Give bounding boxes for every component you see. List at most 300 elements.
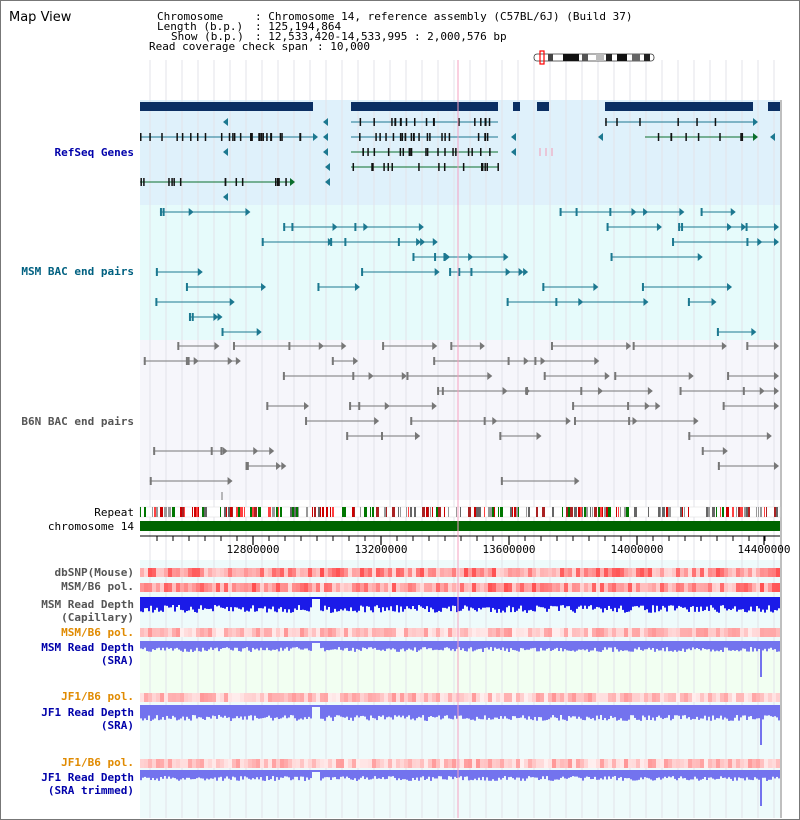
heat-cell [556,759,560,768]
dbsnp-label[interactable]: dbSNP(Mouse) [54,566,134,579]
heat-cell [660,759,664,768]
heat-cell [708,693,712,702]
depth-bar [692,770,694,779]
depth-bar [534,597,536,611]
depth-bar [356,641,358,649]
depth-bar [536,705,538,721]
heat-cell [164,568,168,577]
depth-bar [650,641,652,650]
depth-bar [700,770,702,780]
gene-exon [425,148,427,156]
heat-cell [588,568,592,577]
depth-bar [240,770,242,776]
heat-cell [572,628,576,637]
heat-cell [644,568,648,577]
heat-cell [408,568,412,577]
depth-bar [374,597,376,606]
heat-cell [236,693,240,702]
depth-bar [328,597,330,607]
depth-bar [776,770,778,777]
depth-bar [298,770,300,780]
heat-cell [528,568,532,577]
depth-bar [480,770,482,780]
heat-cell [288,628,292,637]
heat-cell [628,568,632,577]
depth-bar [772,641,774,650]
repeat-element [384,507,386,517]
msm-depth-sra-label-1[interactable]: MSM Read Depth [41,641,134,654]
depth-bar [560,641,562,648]
depth-bar [500,705,502,716]
depth-bar [242,705,244,720]
depth-bar [676,705,678,715]
heat-cell [220,568,224,577]
msm-b6-pol-label-2[interactable]: MSM/B6 pol. [61,626,134,639]
depth-bar [244,770,246,776]
depth-bar [556,597,558,606]
heat-cell [680,568,684,577]
depth-bar [668,641,670,651]
heat-cell [244,583,248,592]
depth-bar [216,770,218,781]
jf1-depth-trimmed-label-1[interactable]: JF1 Read Depth [41,771,134,784]
depth-bar [628,597,630,612]
depth-bar [770,705,772,716]
heat-cell [660,628,664,637]
depth-bar [526,705,528,720]
depth-bar [644,597,646,610]
heat-cell [208,759,212,768]
depth-bar [180,770,182,779]
heat-cell [144,759,148,768]
depth-bar [160,597,162,611]
depth-bar [700,641,702,650]
depth-bar [552,770,554,781]
jf1-b6-pol-label[interactable]: JF1/B6 pol. [61,690,134,703]
depth-bar [170,705,172,719]
heat-cell [152,628,156,637]
bac-end-left [144,357,146,365]
depth-bar [760,705,762,745]
depth-bar [546,770,548,776]
msm-bac-label[interactable]: MSM BAC end pairs [21,265,134,278]
heat-cell [232,583,236,592]
depth-bar [258,641,260,650]
heat-cell [500,628,504,637]
heat-cell [408,628,412,637]
heat-cell [676,583,680,592]
bac-end-left [153,447,155,455]
heat-cell [208,628,212,637]
bac-end-left [544,372,546,380]
repeat-element [490,507,492,517]
depth-bar [154,770,156,780]
b6n-bac-label[interactable]: B6N BAC end pairs [21,415,134,428]
refseq-genes-label[interactable]: RefSeq Genes [54,146,134,159]
gene-exon [281,133,283,141]
depth-bar [188,705,190,719]
depth-bar [148,641,150,652]
repeat-element [354,507,355,517]
heat-cell [752,759,756,768]
depth-bar [382,770,384,777]
msm-depth-capillary-label-1[interactable]: MSM Read Depth [41,598,134,611]
depth-bar [196,641,198,648]
depth-bar [262,705,264,718]
heat-cell [536,583,540,592]
depth-bar [342,641,344,650]
heat-cell [184,759,188,768]
heat-cell [492,568,496,577]
depth-bar [208,770,210,779]
heat-cell [580,583,584,592]
depth-bar [616,705,618,721]
depth-bar [528,705,530,716]
depth-bar [716,597,718,612]
heat-cell [764,759,768,768]
depth-bar [320,770,322,780]
depth-bar [658,770,660,777]
heat-cell [688,693,692,702]
heat-cell [648,759,652,768]
heat-cell [452,568,456,577]
depth-bar [248,597,250,611]
depth-bar [712,770,714,779]
depth-bar [446,597,448,608]
repeat-element [578,507,580,517]
depth-bar [210,770,212,778]
heat-cell [568,693,572,702]
heat-cell [196,568,200,577]
depth-bar [510,770,512,777]
depth-bar [686,770,688,780]
heat-cell [724,628,728,637]
heat-cell [332,759,336,768]
depth-bar [264,705,266,718]
heat-cell [256,628,260,637]
depth-bar [398,770,400,778]
heat-cell [760,693,764,702]
depth-bar [402,597,404,612]
heat-cell [664,568,668,577]
heat-cell [204,693,208,702]
gene-exon [616,118,618,126]
depth-bar [386,770,388,779]
depth-bar [724,705,726,717]
depth-bar [440,597,442,612]
heat-cell [528,583,532,592]
depth-bar [308,705,310,717]
heat-cell [208,693,212,702]
heat-cell [268,693,272,702]
depth-bar [308,597,310,611]
depth-bar [224,641,226,648]
depth-bar [644,641,646,649]
depth-bar [454,770,456,777]
depth-bar [474,705,476,721]
depth-bar [466,705,468,718]
depth-bar [210,597,212,609]
repeat-element [536,507,538,517]
depth-bar [200,641,202,652]
depth-bar [540,770,542,779]
heat-cell [452,693,456,702]
heat-cell [768,693,772,702]
depth-bar [650,597,652,613]
heat-cell [680,759,684,768]
jf1-b6-pol-label-2[interactable]: JF1/B6 pol. [61,756,134,769]
depth-bar [630,705,632,715]
heat-cell [512,628,516,637]
heat-cell [400,568,404,577]
depth-bar [488,705,490,718]
depth-bar [442,597,444,608]
heat-cell [252,568,256,577]
depth-bar [714,770,716,780]
heat-cell [564,568,568,577]
depth-bar [344,705,346,718]
repeat-element [376,507,379,517]
heat-cell [140,568,144,577]
heat-cell [476,759,480,768]
gene-exon [463,163,465,171]
msm-b6-pol-label[interactable]: MSM/B6 pol. [61,580,134,593]
depth-bar [610,597,612,609]
depth-bar [470,641,472,647]
depth-bar [526,770,528,778]
heat-cell [288,583,292,592]
heat-cell [536,568,540,577]
depth-bar [740,597,742,610]
depth-bar [448,770,450,776]
depth-bar [350,770,352,779]
ideogram-band [582,54,588,61]
heat-cell [652,568,656,577]
depth-bar [400,705,402,717]
depth-bar [724,597,726,608]
heat-cell [540,583,544,592]
depth-bar [662,641,664,648]
heat-cell [496,568,500,577]
heat-cell [760,759,764,768]
length-key: Length (b.p.) [157,20,244,33]
gene-summary-block [351,102,498,111]
heat-cell [468,568,472,577]
depth-bar [454,705,456,716]
heat-cell [680,583,684,592]
depth-bar [276,597,278,612]
heat-cell [428,759,432,768]
depth-bar [508,641,510,652]
depth-bar [722,705,724,720]
repeat-element [590,507,591,517]
heat-cell [548,759,552,768]
depth-bar [172,641,174,651]
depth-bar [338,641,340,647]
heat-cell [360,693,364,702]
heat-cell [712,628,716,637]
heat-cell [228,628,232,637]
heat-cell [716,583,720,592]
repeat-element [604,507,606,517]
heat-cell [552,693,556,702]
heat-cell [368,583,372,592]
heat-cell [480,628,484,637]
heat-cell [328,568,332,577]
heat-cell [664,628,668,637]
depth-bar [164,641,166,650]
heat-cell [352,583,356,592]
depth-bar [322,705,324,719]
heat-cell [216,568,220,577]
heat-cell [332,628,336,637]
gene-exon [271,133,273,141]
heat-cell [296,583,300,592]
depth-bar [162,597,164,612]
heat-cell [432,693,436,702]
depth-bar [206,705,208,717]
heat-cell [400,693,404,702]
depth-bar [284,705,286,715]
depth-bar [594,597,596,609]
heat-cell [524,628,528,637]
heat-cell [704,568,708,577]
repeat-element [280,507,282,517]
bac-end-left [412,253,414,261]
depth-bar [324,641,326,651]
heat-cell [208,568,212,577]
heat-cell [636,693,640,702]
heat-cell [372,568,376,577]
heat-cell [264,759,268,768]
heat-cell [392,568,396,577]
heat-cell [244,693,248,702]
heat-cell [636,583,640,592]
depth-bar [494,597,496,610]
depth-bar [152,641,154,649]
depth-bar [338,597,340,611]
heat-cell [500,583,504,592]
heat-cell [772,693,776,702]
depth-bar [664,597,666,608]
heat-cell [540,568,544,577]
heat-cell [664,693,668,702]
heat-cell [272,759,276,768]
repeat-element [448,507,449,517]
heat-cell [496,628,500,637]
repeat-track[interactable] [140,507,780,517]
heat-cell [324,693,328,702]
depth-bar [606,641,608,650]
heat-cell [160,568,164,577]
depth-bar [204,705,206,720]
heat-cell [232,693,236,702]
depth-bar [248,705,250,716]
heat-cell [444,568,448,577]
heat-cell [692,759,696,768]
depth-bar [426,641,428,649]
gene-exon [251,133,253,141]
depth-bar [336,641,338,650]
heat-cell [532,759,536,768]
depth-bar [738,770,740,777]
depth-bar [746,705,748,720]
heat-cell [440,759,444,768]
depth-bar [590,597,592,605]
bac-end-left [501,477,503,485]
repeat-element [688,507,689,517]
depth-bar [336,597,338,612]
depth-bar [176,597,178,607]
depth-bar [490,770,492,781]
depth-bar [550,770,552,781]
depth-bar [426,597,428,606]
depth-bar [446,770,448,780]
depth-bar [176,705,178,720]
depth-bar [326,597,328,610]
heat-cell [488,583,492,592]
depth-bar [366,705,368,719]
heat-cell [616,568,620,577]
repeat-element [552,507,554,517]
chromosome-ideogram[interactable] [534,51,654,64]
depth-bar [196,705,198,718]
depth-bar [164,597,166,606]
gene-summary-block [140,102,313,111]
depth-bar [596,705,598,716]
depth-bar [310,641,312,651]
depth-bar [352,705,354,721]
depth-bar [434,770,436,778]
depth-bar [512,597,514,607]
heat-cell [764,693,768,702]
heat-cell [212,693,216,702]
depth-bar [692,705,694,719]
heat-cell [684,568,688,577]
heat-cell [276,568,280,577]
depth-bar [232,705,234,718]
bac-end-left [160,208,162,216]
bac-end-left [542,283,544,291]
depth-bar [152,597,154,613]
depth-bar [698,705,700,720]
depth-bar [728,770,730,777]
jf1-depth-sra-label-1[interactable]: JF1 Read Depth [41,706,134,719]
depth-bar [542,597,544,607]
heat-cell [436,693,440,702]
depth-bar [544,705,546,720]
depth-bar [424,770,426,780]
gene-exon [426,118,428,126]
depth-bar [154,705,156,718]
depth-bar [422,770,424,776]
gene-summary-block [605,102,753,111]
heat-cell [752,693,756,702]
depth-bar [688,770,690,780]
depth-bar [562,705,564,719]
depth-bar [516,770,518,778]
heat-cell [280,628,284,637]
heat-cell [420,759,424,768]
heat-cell [192,568,196,577]
repeat-element [312,507,313,517]
show-value: : 12,533,420-14,533,995 : 2,000,576 bp [255,30,507,43]
depth-bar [454,597,456,606]
depth-bar [156,705,158,715]
gene-exon [143,178,145,186]
heat-cell [708,583,712,592]
heat-cell [248,693,252,702]
